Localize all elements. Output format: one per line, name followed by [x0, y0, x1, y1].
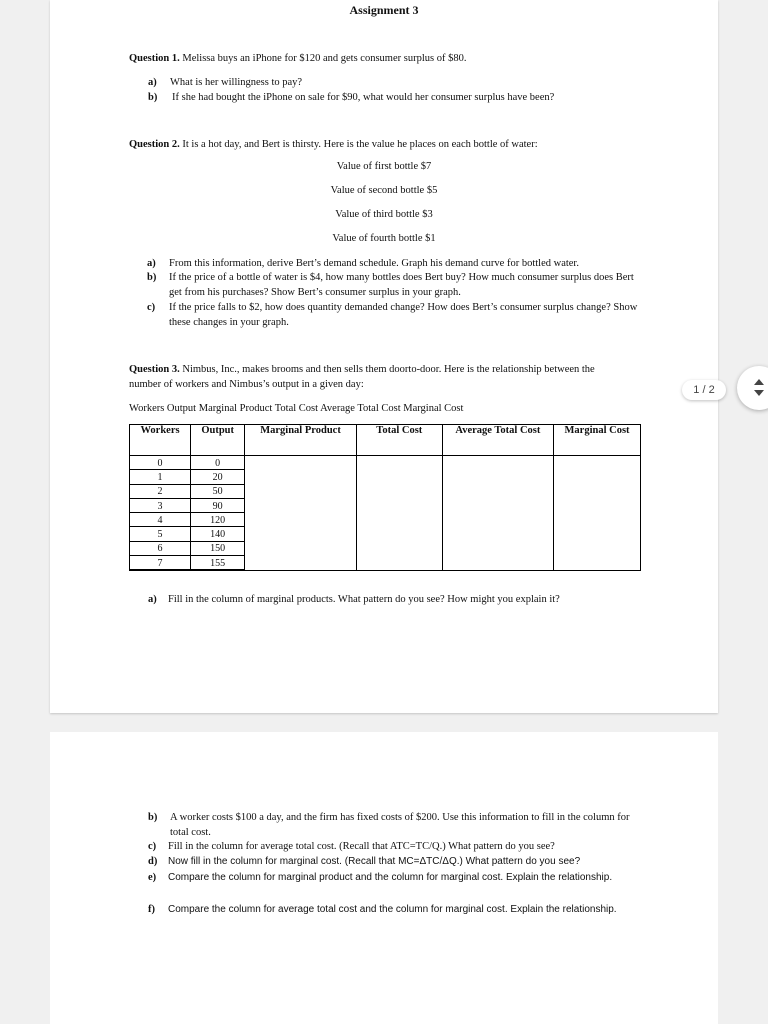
q2-item-a-label: a)	[147, 258, 156, 269]
output-cell: 50	[191, 485, 245, 499]
question-3-label: Question 3.	[129, 364, 180, 375]
table-columns-line: Workers Output Marginal Product Total Cost Average Total Cost Marginal Cost	[129, 403, 464, 414]
document-page-1	[50, 0, 718, 713]
workers-cell: 2	[130, 485, 191, 499]
q1-item-a-text: What is her willingness to pay?	[170, 77, 303, 88]
q1-item-a-label: a)	[148, 77, 157, 88]
marginal-cost-cell	[554, 499, 641, 513]
marginal-product-cell	[245, 527, 357, 541]
workers-cell: 7	[130, 556, 191, 571]
q1-item-b-text: If she had bought the iPhone on sale for $90, what would her consumer surplus have been?	[172, 92, 555, 103]
table-row	[130, 499, 641, 513]
q2-item-a-text: From this information, derive Bert’s demand schedule. Graph his demand curve for bottled water.	[169, 258, 579, 269]
average-total-cost-cell	[442, 542, 553, 556]
q3-item-a	[148, 592, 648, 607]
header-marginal-product: Marginal Product	[245, 425, 357, 456]
table-row	[130, 527, 641, 541]
q3-item-e-text: Compare the column for marginal product and the column for marginal cost. Explain the relationship.	[168, 872, 613, 883]
chevron-up-icon[interactable]	[754, 379, 764, 385]
q3-item-f-label: f)	[148, 904, 155, 915]
page-indicator: 1 / 2	[682, 380, 726, 400]
document-page-2	[50, 732, 718, 1024]
q2-item-b-label: b)	[147, 272, 157, 283]
workers-cell: 3	[130, 499, 191, 513]
bottle-value-3: Value of third bottle $3	[335, 209, 433, 220]
q3-item-d	[148, 854, 648, 869]
question-3-text: Nimbus, Inc., makes brooms and then sells them doorto-door. Here is the relationship between the number of workers and Nimbus’s output in a given day:	[129, 364, 595, 390]
marginal-cost-cell	[554, 513, 641, 527]
q3-item-b-label: b)	[148, 812, 158, 823]
total-cost-cell	[356, 499, 442, 513]
workers-cell: 5	[130, 527, 191, 541]
marginal-product-cell	[245, 470, 357, 484]
q3-item-a-text: Fill in the column of marginal products. What pattern do you see? How might you explain it?	[168, 594, 560, 605]
marginal-product-cell	[245, 499, 357, 513]
q3-item-e-label: e)	[148, 872, 157, 883]
marginal-product-cell	[245, 456, 357, 471]
q3-item-c	[148, 839, 648, 854]
q3-item-d-label: d)	[148, 856, 158, 867]
output-cell: 20	[191, 470, 245, 484]
bottle-value-4: Value of fourth bottle $1	[332, 233, 436, 244]
bottle-value-2: Value of second bottle $5	[330, 185, 438, 196]
average-total-cost-cell	[442, 470, 553, 484]
header-workers: Workers	[130, 425, 191, 456]
assignment-title: Assignment 3	[349, 3, 419, 17]
question-2	[129, 137, 669, 152]
question-1-text: Melissa buys an iPhone for $120 and gets consumer surplus of $80.	[179, 53, 467, 64]
marginal-cost-cell	[554, 527, 641, 541]
question-1	[129, 51, 669, 66]
bottle-value-1: Value of first bottle $7	[336, 161, 432, 172]
workers-cell: 0	[130, 456, 191, 471]
header-average-total-cost: Average Total Cost	[442, 425, 553, 456]
marginal-product-cell	[245, 513, 357, 527]
marginal-cost-cell	[554, 556, 641, 571]
output-cell: 140	[191, 527, 245, 541]
page-nav-button[interactable]	[737, 366, 768, 410]
table-row	[130, 513, 641, 527]
marginal-product-cell	[245, 556, 357, 571]
q3-item-d-text: Now fill in the column for marginal cost. (Recall that MC=ΔTC/ΔQ.) What pattern do you see?	[168, 856, 581, 867]
total-cost-cell	[356, 527, 442, 541]
marginal-cost-cell	[554, 470, 641, 484]
q3-item-b	[148, 810, 648, 840]
q1-item-b	[148, 90, 668, 105]
output-cell: 150	[191, 542, 245, 556]
question-2-text: It is a hot day, and Bert is thirsty. Here is the value he places on each bottle of water:	[179, 139, 538, 150]
table-row	[130, 556, 641, 571]
header-marginal-cost: Marginal Cost	[554, 425, 641, 456]
average-total-cost-cell	[442, 556, 553, 571]
q3-item-e	[148, 870, 648, 900]
cost-table	[129, 424, 641, 571]
average-total-cost-cell	[442, 456, 553, 471]
q3-item-f-text: Compare the column for average total cost and the column for marginal cost. Explain the relationship.	[168, 904, 617, 915]
header-total-cost: Total Cost	[356, 425, 442, 456]
table-row	[130, 456, 641, 471]
q3-item-c-text: Fill in the column for average total cost. (Recall that ATC=TC/Q.) What pattern do you see?	[168, 841, 555, 852]
marginal-product-cell	[245, 485, 357, 499]
q2-item-c	[147, 300, 647, 330]
q3-item-b-text: A worker costs $100 a day, and the firm has fixed costs of $200. Use this information to fill in the column for total cost.	[170, 812, 630, 838]
q2-item-b-text: If the price of a bottle of water is $4, how many bottles does Bert buy? How much consumer surplus does Bert get from his purchases? Show Bert’s consumer surplus in your graph.	[169, 272, 634, 298]
average-total-cost-cell	[442, 499, 553, 513]
total-cost-cell	[356, 513, 442, 527]
q3-item-f	[148, 902, 648, 932]
q2-item-c-label: c)	[147, 302, 156, 313]
workers-cell: 4	[130, 513, 191, 527]
marginal-product-cell	[245, 542, 357, 556]
question-3	[129, 362, 621, 392]
marginal-cost-cell	[554, 456, 641, 471]
q2-item-a	[147, 256, 647, 271]
table-header-row	[130, 425, 641, 456]
total-cost-cell	[356, 556, 442, 571]
workers-cell: 1	[130, 470, 191, 484]
table-row	[130, 485, 641, 499]
workers-cell: 6	[130, 542, 191, 556]
total-cost-cell	[356, 456, 442, 471]
total-cost-cell	[356, 542, 442, 556]
q2-item-b	[147, 270, 647, 300]
output-cell: 120	[191, 513, 245, 527]
chevron-down-icon[interactable]	[754, 390, 764, 396]
average-total-cost-cell	[442, 527, 553, 541]
marginal-cost-cell	[554, 485, 641, 499]
marginal-cost-cell	[554, 542, 641, 556]
table-row	[130, 470, 641, 484]
average-total-cost-cell	[442, 485, 553, 499]
output-cell: 90	[191, 499, 245, 513]
q3-item-c-label: c)	[148, 841, 157, 852]
average-total-cost-cell	[442, 513, 553, 527]
question-2-label: Question 2.	[129, 139, 180, 150]
question-1-label: Question 1.	[129, 53, 180, 64]
header-output: Output	[191, 425, 245, 456]
q1-item-b-label: b)	[148, 92, 158, 103]
q3-item-a-label: a)	[148, 594, 157, 605]
output-cell: 155	[191, 556, 245, 571]
total-cost-cell	[356, 485, 442, 499]
q2-item-c-text: If the price falls to $2, how does quantity demanded change? How does Bert’s consumer surplus change? Show these changes in your graph.	[169, 302, 638, 328]
output-cell: 0	[191, 456, 245, 471]
q1-item-a	[148, 75, 668, 90]
table-row	[130, 542, 641, 556]
total-cost-cell	[356, 470, 442, 484]
